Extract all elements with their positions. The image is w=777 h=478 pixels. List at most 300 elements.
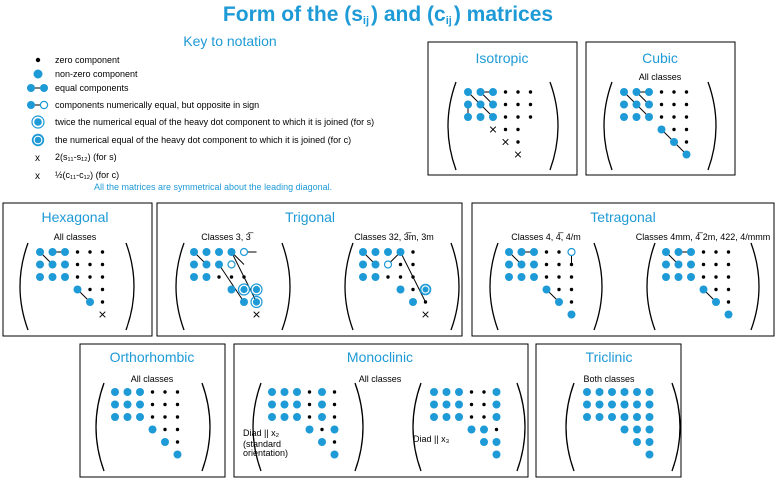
- mono2-cell-1-4-zero: [482, 403, 485, 406]
- mono2-cell-0-2-nonzero: [455, 388, 463, 396]
- tric-cell-0-0-nonzero: [583, 388, 591, 396]
- ortho-cell-1-2-nonzero: [136, 401, 144, 409]
- tric-cell-1-1-nonzero: [596, 401, 604, 409]
- trigL-cell-3-4-twice-dot: [240, 286, 247, 293]
- monoclinic-label-left-note2: orientation): [243, 448, 289, 458]
- iso-cell-2-3-zero: [504, 115, 507, 118]
- tric-cell-3-4-nonzero: [633, 426, 641, 434]
- ortho-cell-0-2-nonzero: [136, 388, 144, 396]
- hex-cell-2-4-zero: [88, 275, 91, 278]
- mono2-cell-2-4-zero: [482, 415, 485, 418]
- trigR-cell-4-5-zero: [424, 300, 427, 303]
- trigL-cell-4-4-nonzero: [240, 298, 248, 306]
- trigR-cell-1-0-nonzero: [359, 261, 367, 269]
- mono1-cell-0-0-nonzero: [268, 388, 276, 396]
- cub-cell-2-3-zero: [660, 115, 663, 118]
- iso-cell-1-5-zero: [529, 103, 532, 106]
- mono2-cell-2-0-nonzero: [430, 413, 438, 421]
- cub-cell-5-5-nonzero: [683, 151, 691, 159]
- tet2-cell-3-5-zero: [727, 288, 730, 291]
- ortho-cell-2-0-nonzero: [111, 413, 119, 421]
- orthorhombic-subtitle: All classes: [130, 374, 174, 384]
- mono2-cell-1-3-zero: [470, 403, 473, 406]
- twice-component-dot: [34, 118, 42, 126]
- mono1-cell-0-5-zero: [333, 390, 336, 393]
- trigL-cell-0-0-nonzero: [190, 248, 198, 256]
- iso-cell-4-4-zero: [516, 140, 519, 143]
- trigR-left-bracket: [345, 243, 353, 330]
- tet1-cell-1-1-nonzero: [518, 261, 526, 269]
- key-label-zero: zero component: [55, 55, 120, 65]
- tet2-cell-3-3-nonzero: [700, 286, 708, 294]
- iso-right-bracket: [550, 82, 558, 170]
- tet2-cell-5-5-nonzero: [725, 311, 733, 319]
- cub-cell-4-5-zero: [685, 140, 688, 143]
- tet1-cell-2-1-nonzero: [518, 273, 526, 281]
- tric-cell-1-5-nonzero: [646, 401, 654, 409]
- trigL-cell-3-5-twice-dot: [253, 286, 260, 293]
- mono1-cell-2-3-zero: [308, 415, 311, 418]
- trigL-cell-2-4-zero: [242, 275, 245, 278]
- monoclinic-label-left-note1: (standard: [243, 439, 282, 449]
- key-label-equal: equal components: [55, 83, 129, 93]
- mono1-cell-1-1-nonzero: [281, 401, 289, 409]
- tet2-cell-0-0-nonzero: [662, 248, 670, 256]
- tet1-left-bracket: [490, 243, 498, 330]
- trigR-cell-1-4-zero: [411, 263, 414, 266]
- mono1-cell-4-5-zero: [333, 440, 336, 443]
- iso-cell-0-5-zero: [529, 90, 532, 93]
- key-label-x-s: 2(s₁₁-s₁₂) (for s): [55, 152, 117, 162]
- mono2-cell-1-1-nonzero: [443, 401, 451, 409]
- hex-cell-3-4-zero: [88, 288, 91, 291]
- tric-cell-3-5-nonzero: [646, 426, 654, 434]
- ortho-cell-1-4-zero: [163, 403, 166, 406]
- tric-cell-4-5-nonzero: [646, 438, 654, 446]
- orthorhombic-title: Orthorhombic: [109, 349, 195, 365]
- tet2-left-bracket: [647, 243, 655, 330]
- hex-cell-0-1-nonzero: [49, 248, 57, 256]
- tric-left-bracket: [566, 383, 574, 471]
- opposite-component-open-dot: [40, 101, 47, 108]
- cub-cell-1-5-zero: [685, 103, 688, 106]
- mono1-cell-2-1-nonzero: [281, 413, 289, 421]
- mono2-cell-2-5-nonzero: [493, 413, 501, 421]
- mono2-cell-2-3-zero: [470, 415, 473, 418]
- mono1-cell-4-4-nonzero: [318, 438, 326, 446]
- cubic-title: Cubic: [642, 50, 678, 66]
- mono1-cell-2-0-nonzero: [268, 413, 276, 421]
- tet1-cell-3-5-zero: [570, 288, 573, 291]
- tet2-cell-2-0-nonzero: [662, 273, 670, 281]
- tet2-cell-1-4-zero: [714, 263, 717, 266]
- tet2-cell-2-2-nonzero: [687, 273, 695, 281]
- ortho-cell-2-4-zero: [163, 415, 166, 418]
- hex-cell-0-5-zero: [101, 250, 104, 253]
- trigR-cell-0-4-zero: [411, 250, 414, 253]
- cub-cell-4-4-nonzero: [670, 138, 678, 146]
- trigL-cell-1-1-nonzero: [203, 261, 211, 269]
- cub-left-bracket: [604, 82, 612, 170]
- mono1-cell-0-4-nonzero: [318, 388, 326, 396]
- cub-cell-1-1-nonzero: [633, 101, 641, 109]
- iso-cell-2-0-nonzero: [464, 113, 472, 121]
- tric-cell-3-3-nonzero: [621, 426, 629, 434]
- tet2-cell-2-4-zero: [714, 275, 717, 278]
- cub-cell-0-2-nonzero: [645, 88, 653, 96]
- tric-cell-5-5-nonzero: [646, 451, 654, 459]
- zero-component-symbol: [36, 58, 40, 62]
- mono1-right-bracket: [355, 383, 363, 471]
- cub-cell-3-5-zero: [685, 128, 688, 131]
- mono1-cell-1-4-nonzero: [318, 401, 326, 409]
- iso-cell-2-5-zero: [529, 115, 532, 118]
- tet2-cell-0-4-zero: [714, 250, 717, 253]
- iso-left-bracket: [448, 82, 456, 170]
- tet1-cell-4-5-zero: [570, 300, 573, 303]
- hex-cell-2-2-nonzero: [61, 273, 69, 281]
- key-heading: Key to notation: [183, 33, 277, 49]
- tric-cell-2-2-nonzero: [608, 413, 616, 421]
- key-label-numerical: the numerical equal of the heavy dot component to which it is joined (for c): [55, 135, 352, 145]
- cub-cell-1-2-nonzero: [645, 101, 653, 109]
- hex-cell-3-5-zero: [101, 288, 104, 291]
- trigL-cell-2-0-nonzero: [190, 273, 198, 281]
- hex-cell-1-5-zero: [101, 263, 104, 266]
- tet2-cell-1-0-nonzero: [662, 261, 670, 269]
- iso-cell-1-1-nonzero: [477, 101, 485, 109]
- ortho-cell-3-4-zero: [163, 428, 166, 431]
- tric-cell-1-4-nonzero: [633, 401, 641, 409]
- nonzero-component-symbol: [34, 70, 43, 79]
- ortho-left-bracket: [96, 383, 104, 471]
- iso-cell-0-0-nonzero: [464, 88, 472, 96]
- trigR-cell-2-4-zero: [411, 275, 414, 278]
- trigR-cell-1-2-opposite: [385, 261, 392, 268]
- trigR-cell-4-4-nonzero: [409, 298, 417, 306]
- ortho-cell-2-1-nonzero: [124, 413, 132, 421]
- tet2-cell-0-1-nonzero: [675, 248, 683, 256]
- trigL-cell-1-3-opposite: [228, 261, 235, 268]
- iso-cell-0-3-zero: [504, 90, 507, 93]
- cub-cell-3-3-nonzero: [658, 126, 666, 134]
- mono2-left-bracket: [413, 383, 421, 471]
- tric-cell-1-3-nonzero: [621, 401, 629, 409]
- mono2-cell-0-3-zero: [470, 390, 473, 393]
- cub-cell-1-0-nonzero: [620, 101, 628, 109]
- iso-cell-0-2-nonzero: [489, 88, 497, 96]
- tet1-cell-2-3-zero: [545, 275, 548, 278]
- hex-cell-0-2-nonzero: [61, 248, 69, 256]
- tric-cell-1-0-nonzero: [583, 401, 591, 409]
- tric-cell-0-2-nonzero: [608, 388, 616, 396]
- hex-cell-1-4-zero: [88, 263, 91, 266]
- tet1-cell-1-2-nonzero: [530, 261, 538, 269]
- tric-cell-2-3-nonzero: [621, 413, 629, 421]
- tet1-cell-2-0-nonzero: [505, 273, 513, 281]
- numerical-component-inner: [35, 137, 42, 144]
- hex-cell-3-3-nonzero: [74, 286, 82, 294]
- mono1-cell-2-2-nonzero: [293, 413, 301, 421]
- mono2-cell-3-4-nonzero: [480, 426, 488, 434]
- monoclinic-label-right: Diad || x₃: [413, 434, 450, 444]
- trigR-cell-1-1-nonzero: [372, 261, 380, 269]
- x-symbol-c: x: [35, 171, 40, 182]
- iso-cell-0-4-zero: [516, 90, 519, 93]
- tet1-cell-2-2-nonzero: [530, 273, 538, 281]
- cub-cell-2-0-nonzero: [620, 113, 628, 121]
- tric-cell-2-4-nonzero: [633, 413, 641, 421]
- trigR-cell-3-4-zero: [411, 288, 414, 291]
- hex-cell-0-4-zero: [88, 250, 91, 253]
- tet1-cell-4-4-nonzero: [555, 298, 563, 306]
- monoclinic-subtitle: All classes: [358, 374, 402, 384]
- ortho-cell-4-5-zero: [176, 440, 179, 443]
- trigR-cell-1-3-zero: [399, 263, 402, 266]
- tet1-cell-1-0-nonzero: [505, 261, 513, 269]
- trigL-cell-0-2-nonzero: [215, 248, 223, 256]
- mono2-cell-3-3-nonzero: [468, 426, 476, 434]
- mono2-cell-5-5-nonzero: [493, 451, 501, 459]
- equal-component-dot-a: [27, 84, 35, 92]
- tet1-cell-2-4-zero: [557, 275, 560, 278]
- ortho-right-bracket: [202, 383, 210, 471]
- tet2-cell-2-5-zero: [727, 275, 730, 278]
- mono2-cell-0-0-nonzero: [430, 388, 438, 396]
- tet1-cell-3-4-zero: [557, 288, 560, 291]
- tet2-cell-2-1-nonzero: [675, 273, 683, 281]
- trigR-cell-3-3-nonzero: [397, 286, 405, 294]
- tet1-cell-1-4-zero: [557, 263, 560, 266]
- mono2-right-bracket: [517, 383, 525, 471]
- hex-cell-4-5-zero: [101, 300, 104, 303]
- key-label-opposite: components numerically equal, but opposite in sign: [55, 100, 260, 110]
- iso-cell-3-3-zero: [504, 128, 507, 131]
- mono1-cell-3-3-nonzero: [306, 426, 314, 434]
- monoclinic-label-left: Diad || x₂: [243, 428, 280, 438]
- tet1-cell-0-5-opposite: [568, 249, 575, 256]
- trigR-cell-0-0-nonzero: [359, 248, 367, 256]
- ortho-cell-0-3-zero: [151, 390, 154, 393]
- mono1-cell-3-4-zero: [320, 428, 323, 431]
- trigR-cell-0-2-nonzero: [384, 248, 392, 256]
- tric-cell-2-1-nonzero: [596, 413, 604, 421]
- hex-left-bracket: [20, 243, 28, 330]
- tet1-cell-1-3-zero: [545, 263, 548, 266]
- iso-cell-2-2-nonzero: [489, 113, 497, 121]
- mono2-cell-3-5-zero: [495, 428, 498, 431]
- trigR-cell-0-3-nonzero: [397, 248, 405, 256]
- tet2-cell-3-4-zero: [714, 288, 717, 291]
- tetragonal-subtitle-right: Classes 4mm, 4̅ 2m, 422, 4/mmm: [635, 232, 771, 242]
- hex-cell-0-3-zero: [76, 250, 79, 253]
- tet1-cell-5-5-nonzero: [568, 311, 576, 319]
- mono2-cell-0-5-nonzero: [493, 388, 501, 396]
- tet2-cell-0-5-zero: [727, 250, 730, 253]
- iso-cell-2-1-nonzero: [477, 113, 485, 121]
- hex-cell-1-1-nonzero: [49, 261, 57, 269]
- tet1-cell-0-0-nonzero: [505, 248, 513, 256]
- ortho-cell-1-3-zero: [151, 403, 154, 406]
- ortho-cell-2-5-zero: [176, 415, 179, 418]
- mono2-cell-0-1-nonzero: [443, 388, 451, 396]
- tetragonal-title: Tetragonal: [590, 209, 656, 225]
- hex-cell-1-0-nonzero: [36, 261, 44, 269]
- iso-cell-1-0-nonzero: [464, 101, 472, 109]
- tet1-cell-2-5-zero: [570, 275, 573, 278]
- triclinic-subtitle: Both classes: [583, 374, 635, 384]
- tet1-right-bracket: [594, 243, 602, 330]
- trigR-cell-2-2-zero: [386, 275, 389, 278]
- key-label-x-c: ½(c₁₁-c₁₂) (for c): [55, 170, 120, 180]
- tric-cell-4-4-nonzero: [633, 438, 641, 446]
- x-symbol-s: x: [35, 153, 40, 164]
- mono2-cell-0-4-zero: [482, 390, 485, 393]
- trigL-cell-1-0-nonzero: [190, 261, 198, 269]
- mono2-cell-1-0-nonzero: [430, 401, 438, 409]
- ortho-cell-3-5-zero: [176, 428, 179, 431]
- hex-cell-2-5-zero: [101, 275, 104, 278]
- cub-cell-0-1-nonzero: [633, 88, 641, 96]
- trigL-cell-0-4-opposite: [241, 249, 248, 256]
- mono1-cell-2-4-nonzero: [318, 413, 326, 421]
- cub-cell-0-5-zero: [685, 90, 688, 93]
- tet1-cell-3-3-nonzero: [543, 286, 551, 294]
- mono1-cell-0-2-nonzero: [293, 388, 301, 396]
- iso-cell-1-4-zero: [516, 103, 519, 106]
- page-title: Form of the (sij) and (cij) matrices: [222, 3, 554, 27]
- mono2-cell-2-2-nonzero: [455, 413, 463, 421]
- hex-cell-2-3-zero: [76, 275, 79, 278]
- ortho-cell-3-3-nonzero: [149, 426, 157, 434]
- ortho-cell-1-0-nonzero: [111, 401, 119, 409]
- trigL-cell-0-1-nonzero: [203, 248, 211, 256]
- cub-cell-0-3-zero: [660, 90, 663, 93]
- hex-cell-0-0-nonzero: [36, 248, 44, 256]
- tet1-cell-0-2-nonzero: [530, 248, 538, 256]
- hex-right-bracket: [126, 243, 134, 330]
- hex-cell-1-2-nonzero: [61, 261, 69, 269]
- symmetry-note: All the matrices are symmetrical about the leading diagonal.: [94, 182, 333, 192]
- tric-cell-2-5-nonzero: [646, 413, 654, 421]
- trigR-cell-2-1-nonzero: [372, 273, 380, 281]
- ortho-cell-1-5-zero: [176, 403, 179, 406]
- trigL-cell-2-2-zero: [217, 275, 220, 278]
- tric-right-bracket: [672, 383, 680, 471]
- ortho-cell-4-4-nonzero: [161, 438, 169, 446]
- cub-cell-0-0-nonzero: [620, 88, 628, 96]
- iso-cell-0-1-nonzero: [477, 88, 485, 96]
- cub-right-bracket: [708, 82, 716, 170]
- cub-cell-1-3-zero: [660, 103, 663, 106]
- tric-cell-2-0-nonzero: [583, 413, 591, 421]
- trigonal-subtitle-left: Classes 3, 3̅: [201, 232, 251, 242]
- opposite-component-dot: [27, 101, 35, 109]
- tet2-cell-0-3-zero: [702, 250, 705, 253]
- monoclinic-title: Monoclinic: [346, 349, 414, 365]
- mono1-cell-1-5-zero: [333, 403, 336, 406]
- trigL-cell-1-2-nonzero: [215, 261, 223, 269]
- ortho-cell-1-1-nonzero: [124, 401, 132, 409]
- mono2-cell-1-2-nonzero: [455, 401, 463, 409]
- trigL-right-bracket: [282, 243, 290, 330]
- trigR-cell-2-0-nonzero: [359, 273, 367, 281]
- mono1-cell-5-5-nonzero: [331, 451, 339, 459]
- hex-cell-4-4-nonzero: [86, 298, 94, 306]
- trigR-right-bracket: [451, 243, 459, 330]
- iso-cell-1-2-nonzero: [489, 101, 497, 109]
- tric-cell-0-4-nonzero: [633, 388, 641, 396]
- tric-cell-1-2-nonzero: [608, 401, 616, 409]
- tet1-cell-0-1-nonzero: [518, 248, 526, 256]
- ortho-cell-0-0-nonzero: [111, 388, 119, 396]
- mono1-cell-0-1-nonzero: [281, 388, 289, 396]
- ortho-cell-5-5-nonzero: [174, 451, 182, 459]
- tet2-cell-1-3-zero: [702, 263, 705, 266]
- hex-cell-2-1-nonzero: [49, 273, 57, 281]
- tet2-cell-1-2-nonzero: [687, 261, 695, 269]
- mono1-cell-1-2-nonzero: [293, 401, 301, 409]
- mono1-cell-0-3-zero: [308, 390, 311, 393]
- cub-cell-3-4-zero: [672, 128, 675, 131]
- trigR-cell-0-1-nonzero: [372, 248, 380, 256]
- cub-cell-2-2-nonzero: [645, 113, 653, 121]
- tric-cell-0-1-nonzero: [596, 388, 604, 396]
- trigL-cell-2-1-nonzero: [203, 273, 211, 281]
- triclinic-title: Triclinic: [585, 349, 633, 365]
- hex-cell-2-0-nonzero: [36, 273, 44, 281]
- iso-cell-2-4-zero: [516, 115, 519, 118]
- trigL-cell-3-3-nonzero: [228, 286, 236, 294]
- trigL-left-bracket: [176, 243, 184, 330]
- tet2-cell-1-1-nonzero: [675, 261, 683, 269]
- mono2-cell-2-1-nonzero: [443, 413, 451, 421]
- mono1-cell-2-5-zero: [333, 415, 336, 418]
- mono2-cell-4-4-nonzero: [480, 438, 488, 446]
- trigR-cell-2-3-zero: [399, 275, 402, 278]
- tet1-cell-0-4-zero: [557, 250, 560, 253]
- tet2-right-bracket: [751, 243, 759, 330]
- tet2-cell-0-2-nonzero: [687, 248, 695, 256]
- cub-cell-1-4-zero: [672, 103, 675, 106]
- mono1-cell-1-0-nonzero: [268, 401, 276, 409]
- tet2-cell-2-3-zero: [702, 275, 705, 278]
- mono1-cell-1-3-zero: [308, 403, 311, 406]
- cub-cell-2-5-zero: [685, 115, 688, 118]
- tet2-cell-1-5-zero: [727, 263, 730, 266]
- tric-cell-0-5-nonzero: [646, 388, 654, 396]
- trigonal-subtitle-right: Classes 32, 3̅m, 3m: [354, 232, 434, 242]
- trigonal-title: Trigonal: [284, 209, 336, 225]
- ortho-cell-0-1-nonzero: [124, 388, 132, 396]
- cub-cell-2-1-nonzero: [633, 113, 641, 121]
- ortho-cell-2-3-zero: [151, 415, 154, 418]
- tric-cell-0-3-nonzero: [621, 388, 629, 396]
- mono2-cell-1-5-nonzero: [493, 401, 501, 409]
- hexagonal-subtitle: All classes: [53, 232, 97, 242]
- equal-component-dot-b: [40, 84, 48, 92]
- ortho-cell-0-5-zero: [176, 390, 179, 393]
- iso-cell-3-4-zero: [516, 128, 519, 131]
- trigR-cell-3-5-numerical-inner: [423, 287, 429, 293]
- hexagonal-title: Hexagonal: [41, 209, 109, 225]
- isotropic-title: Isotropic: [475, 50, 529, 66]
- cubic-subtitle: All classes: [638, 72, 682, 82]
- hex-cell-1-3-zero: [76, 263, 79, 266]
- key-label-twice: twice the numerical equal of the heavy dot component to which it is joined (for s): [55, 117, 375, 127]
- mono1-cell-3-5-nonzero: [331, 426, 339, 434]
- tet1-cell-0-3-zero: [545, 250, 548, 253]
